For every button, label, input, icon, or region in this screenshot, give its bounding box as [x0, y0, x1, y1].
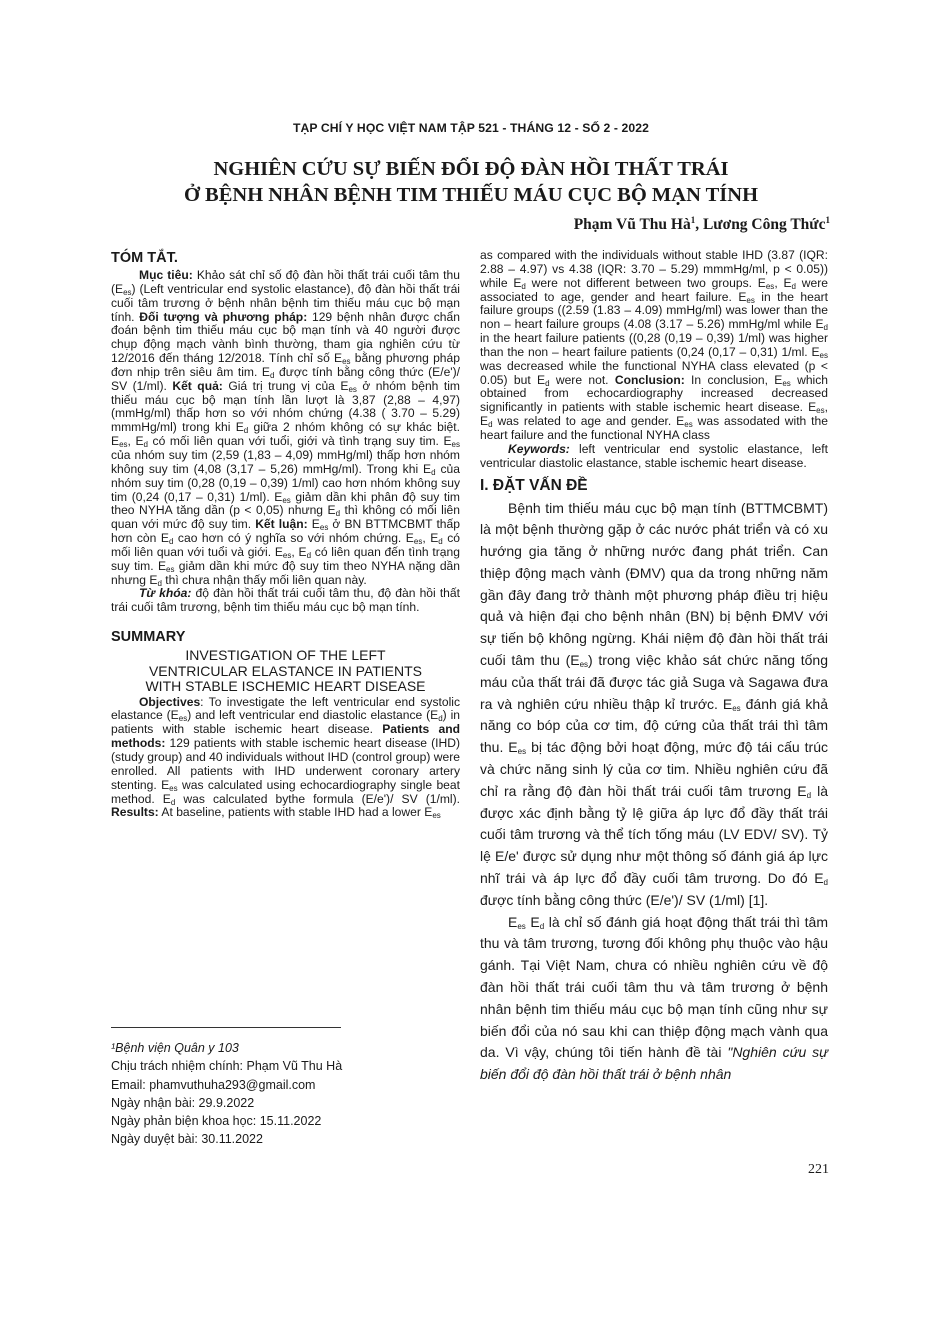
abstract-text: , E	[480, 400, 828, 429]
abstract-text: có mối liên quan với tuổi và giới. E	[111, 531, 460, 559]
label-conclusion: Kết luận:	[255, 517, 308, 532]
abstract-text: thì chưa nhận thấy mối liên quan này.	[161, 572, 367, 587]
label-keywords-en: Keywords:	[508, 441, 570, 456]
keywords-text: left ventricular end systolic elastance, left ventricular diastolic elastance, stable ischemic heart disease.	[480, 441, 828, 470]
abstract-vi-heading: TÓM TẮT.	[111, 250, 178, 266]
subscript: d	[791, 281, 796, 291]
label-objective: Mục tiêu:	[139, 268, 193, 282]
subscript: d	[170, 797, 176, 807]
intro-text: E	[525, 913, 540, 930]
subscript: es	[684, 420, 693, 430]
footnote-responsible: Chịu trách nhiệm chính: Phạm Vũ Thu Hà	[111, 1059, 343, 1074]
author-2: Lương Công Thức	[702, 216, 826, 234]
abstract-text: were not different between two groups. E	[525, 275, 766, 290]
abstract-text: của nhóm suy tim (2,59 (1,83 – 4,09) mmHg/ml) thấp hơn nhóm không suy tim (4,08 (3,17 – 5,26) mmHg/ml). Trong khi E	[111, 447, 460, 476]
page-number: 221	[808, 1162, 829, 1177]
subscript: d	[306, 550, 312, 560]
label-keywords-vi: Từ khóa:	[139, 586, 192, 601]
subscript: es	[178, 714, 188, 724]
abstract-text: , E	[127, 434, 144, 449]
label-conclusion-en: Conclusion:	[614, 372, 685, 387]
abstract-text: Giá trị trung vị của E	[222, 378, 349, 393]
subscript: es	[432, 811, 441, 821]
abstract-text: thì không có mối liên quan với mức độ suy tim.	[111, 503, 460, 532]
abstract-text: in the heart failure patients ((0,28 (0,19 – 0,39) 1/ml) was higher than the non – heart failure patients (0,24 (0,17 – 0,31) 1/ml. E	[480, 331, 828, 359]
subscript: es	[123, 287, 132, 297]
abstract-text: which obtained from echocardiography increased decreased significantly in patients with stable ischemic heart disease. E	[480, 372, 829, 415]
abstract-text: được tính bằng công thức (E/e')/ SV (1/ml).	[111, 364, 460, 393]
footnote-reviewed: Ngày phản biện khoa học: 15.11.2022	[111, 1114, 322, 1129]
footnote-email: Email: phamvuthuha293@gmail.com	[111, 1077, 316, 1092]
label-results: Kết quả:	[172, 378, 223, 393]
subscript: es	[282, 550, 292, 560]
abstract-text: ở nhóm bệnh tim thiếu máu cục bộ mạn tính lần lượt là 3,87 (2,88 – 4,97) (mmHg/ml) thấp hơn so với nhóm chứng (4.38 ( 3.70 – 5.29) mmmHg/ml) trong khi E	[111, 378, 461, 435]
abstract-text: 129 bệnh nhân được chẩn đoán bệnh tim thiếu máu cục bộ mạn tính và 40 người được chụp động mạch vành bình thường, tham gia nghiên cứu từ 12/2016 đến tháng 12/2018. Tính chỉ số E	[111, 309, 460, 366]
intro-text: ) trong việc khảo sát chức năng tống máu của thất trái đã được tác giả Suga và Sagawa đưa ra và nghiên cứu nhiều thập kỉ trước. E	[480, 652, 829, 712]
intro-text: là chỉ số đánh giá hoạt động thất trái thì tâm thu và tâm trương, tương đối không phụ thuộc vào hậu gánh. Tại Việt Nam, chưa có nhiều nghiên cứu về độ đàn hồi thất trái cuối tâm thu và tâm trương ở bệnh nhân bệnh tim thiếu máu cục bộ mạn tính cũng như sự biến đổi của nó sau khi can thiệp động mạch vành qua da. Vì vậy, chúng tôi tiến hành đề tài	[480, 913, 828, 1061]
abstract-text: ) in patients with stable ischemic heart disease.	[111, 708, 460, 737]
subscript: d	[438, 537, 443, 547]
abstract-en-body-left	[111, 696, 460, 821]
footnote-divider	[111, 1027, 341, 1028]
subscript: d	[823, 323, 828, 333]
subscript: es	[451, 440, 460, 450]
subscript: es	[782, 378, 791, 388]
author-1: Phạm Vũ Thu Hà	[573, 216, 691, 234]
subscript: d	[545, 378, 550, 388]
subscript: es	[765, 281, 775, 291]
intro-text: là được xác định bằng tỷ lệ giữa áp lực đổ đầy thất trái cuối tâm trương và thể tích tống máu (LV EDV/ SV). Tỷ lệ E/e' được sử dụng như một thông số đánh giá áp lực nhĩ trái và áp lực đổ đầy cuối tâm trương. Do đó E	[480, 782, 828, 887]
abstract-text: có mối liên quan với tuổi, giới và tình trạng suy tim. E	[147, 434, 452, 449]
subscript: es	[579, 660, 589, 670]
subscript: d	[521, 281, 526, 291]
abstract-text: : To investigate the left ventricular end systolic elastance (E	[111, 694, 460, 723]
abstract-text: của nhóm suy tim (0,28 (0,19 – 0,39) 1/ml) cao hơn nhóm không suy tim (0,24 (0,17 – 0,31) 1/ml). E	[111, 461, 461, 504]
abstract-text: were not.	[549, 372, 615, 387]
intro-text: được tính bằng công thức (E/e')/ SV (1/ml) [1].	[480, 891, 769, 908]
subscript: es	[348, 384, 357, 394]
label-methods: Đối tượng và phương pháp:	[139, 309, 308, 324]
abstract-text: was related to age and gender. E	[492, 414, 685, 429]
abstract-text: giảm dần khi phân độ suy tim theo NYHA tăng dần (p < 0,05) nhưng E	[111, 489, 460, 518]
author-list	[574, 215, 830, 234]
subscript: es	[517, 921, 526, 931]
subscript: d	[269, 370, 275, 380]
author-2-affil: 1	[825, 215, 830, 225]
subscript: es	[282, 495, 291, 505]
abstract-text: bằng phương pháp đơn nhịp trên siêu âm tim. E	[111, 351, 460, 379]
intro-text: bị tác động bởi hoạt động, mức độ tái cấu trúc và chức năng sinh lý của cơ tim. Nhiều nghiên cứu đã chỉ ra rằng độ đàn hồi thất trái cuối tâm trương E	[480, 739, 828, 799]
footnote-received: Ngày nhận bài: 29.9.2022	[111, 1095, 255, 1110]
abstract-text: 129 patients with stable ischemic heart disease (IHD) (study group) and 40 individuals without IHD (control group) were enrolled. All patients with IHD underwent coronary artery stenting. E	[111, 736, 460, 792]
label-results-en: Results:	[111, 805, 159, 820]
abstract-text: Khảo sát chỉ số độ đàn hồi thất trái cuối tâm thu (E	[111, 268, 460, 296]
intro-heading: I. ĐẶT VẤN ĐỀ	[480, 476, 588, 494]
summary-heading: SUMMARY	[111, 629, 186, 646]
subscript: es	[169, 783, 178, 793]
right-column	[480, 249, 828, 1086]
title-line-2: Ở BỆNH NHÂN BỆNH TIM THIẾU MÁU CỤC BỘ MẠN TÍNH	[183, 184, 759, 206]
summary-title-line: VENTRICULAR ELASTANCE IN PATIENTS	[148, 662, 423, 679]
summary-title-line: WITH STABLE ISCHEMIC HEART DISEASE	[145, 678, 426, 695]
intro-text: đánh giá khả năng co bóp của cơ tim, độ cứng của thất trái thì tâm thu. E	[480, 695, 828, 756]
abstract-text: giảm dần khi mức độ suy tim theo NYHA nặng dần nhưng E	[111, 558, 460, 587]
article-title	[0, 156, 942, 208]
abstract-text: , E	[422, 531, 439, 546]
journal-header: TẠP CHÍ Y HỌC VIỆT NAM TẬP 521 - THÁNG 12 - SỐ 2 - 2022	[292, 121, 650, 135]
keywords-vi	[111, 587, 460, 615]
abstract-en-body-right	[480, 249, 828, 443]
subscript: d	[157, 578, 162, 588]
abstract-text: ) (Left ventricular end systolic elastance), độ đàn hồi thất trái cuối tâm trương ở bệnh nhân bệnh tim thiếu máu cục bộ mạn tính.	[111, 281, 460, 324]
summary-title	[111, 648, 460, 695]
left-column	[111, 250, 460, 820]
abstract-text: E	[307, 517, 320, 532]
intro-paragraph-2	[480, 912, 828, 1086]
subscript: d	[168, 537, 174, 547]
abstract-text: có liên quan đến tình trạng suy tim. E	[111, 544, 460, 573]
study-title-italic: "Nghiên cứu sự biến đổi độ đàn hồi thất trái ở bệnh nhân	[480, 1044, 828, 1083]
abstract-text: in the heart failure groups ((2.59 (1.83 – 4.09) mmHg/ml) was lower than the non – heart failure groups (4.08 (3.17 – 5.26) mmHg/ml while E	[480, 289, 828, 332]
subscript: es	[413, 537, 423, 547]
label-objectives-en: Objectives	[139, 694, 201, 709]
subscript: es	[746, 295, 755, 305]
abstract-text: , E	[774, 275, 792, 290]
subscript: es	[517, 747, 527, 757]
subscript: d	[539, 921, 545, 931]
abstract-text: ở BN BTTMCBMT thấp hơn còn E	[111, 517, 460, 546]
abstract-text: , E	[291, 544, 307, 559]
keywords-en	[480, 443, 828, 471]
author-1-affil: 1	[690, 215, 696, 225]
label-methods-en: Patients and methods:	[111, 722, 460, 751]
footnote-accepted: Ngày duyệt bài: 30.11.2022	[111, 1132, 263, 1147]
subscript: es	[732, 703, 741, 713]
abstract-text: as compared with the individuals without stable IHD (3.87 (IQR: 2.88 – 4.97) vs 4.38 (IQR: 3.70 – 5.29) mmmHg/ml, p < 0.05)) while E	[480, 248, 828, 290]
subscript: es	[119, 440, 128, 450]
abstract-text: was assodated with the heart failure and the functional NYHA class	[480, 414, 828, 442]
abstract-text: ) and left ventricular end diastolic elastance (E	[187, 708, 439, 723]
keywords-text: độ đàn hồi thất trái cuối tâm thu, độ đàn hồi thất trái cuối tâm trương, bệnh tim thiếu máu cục bộ mạn tính.	[111, 586, 460, 615]
abstract-text: cao hơn có ý nghĩa so với nhóm chứng. E	[173, 531, 414, 546]
abstract-text: In conclusion, E	[684, 372, 783, 387]
subscript: d	[243, 426, 249, 436]
abstract-text: was calculated bythe formula (E/e')/ SV (1/ml).	[175, 791, 460, 806]
intro-text: Bệnh tim thiếu máu cục bộ mạn tính (BTTMCBMT) là một bệnh thường gặp ở các nước phát triển và có xu hướng gia tăng ở những nước đang phát triển. Can thiệp động mạch vành (ĐMV) qua da trong những năm gần đây đang trở thành một phương pháp điều trị hiệu quả và hiện đại cho bệnh nhân (BN) bị bệnh ĐMV với sự tiến bộ không ngừng. Khái niệm độ đàn hồi thất trái cuối tâm thu (E	[480, 499, 828, 669]
subscript: es	[816, 406, 825, 416]
abstract-text: At baseline, patients with stable IHD had a lower E	[158, 805, 433, 820]
subscript: d	[806, 790, 812, 800]
subscript: es	[166, 564, 175, 574]
subscript: es	[319, 523, 329, 533]
subscript: d	[431, 467, 436, 477]
abstract-text: giữa 2 nhóm không có sự khác biệt. E	[111, 420, 460, 449]
subscript: d	[488, 420, 493, 430]
abstract-text: was calculated using echocardiography single beat method. E	[111, 777, 460, 806]
footnotes	[111, 1039, 441, 1149]
subscript: d	[143, 440, 148, 450]
summary-title-line: INVESTIGATION OF THE LEFT	[185, 647, 386, 664]
abstract-vi-body	[111, 269, 460, 587]
footnote-affiliation: ¹Bệnh viện Quân y 103	[111, 1041, 239, 1055]
subscript: d	[438, 714, 443, 724]
subscript: d	[335, 509, 341, 519]
intro-paragraph-1	[480, 498, 828, 912]
intro-text: E	[508, 913, 518, 930]
subscript: d	[823, 878, 828, 888]
subscript: es	[819, 350, 828, 360]
author-separator: ,	[695, 216, 703, 234]
title-line-1: NGHIÊN CỨU SỰ BIẾN ĐỔI ĐỘ ĐÀN HỒI THẤT TRÁI	[213, 158, 729, 180]
abstract-text: were associated to age, gender and heart failure. E	[480, 275, 828, 304]
abstract-text: was decreased while the functional NYHA class elevated (p < 0.05) but E	[480, 358, 828, 387]
subscript: es	[342, 357, 351, 367]
